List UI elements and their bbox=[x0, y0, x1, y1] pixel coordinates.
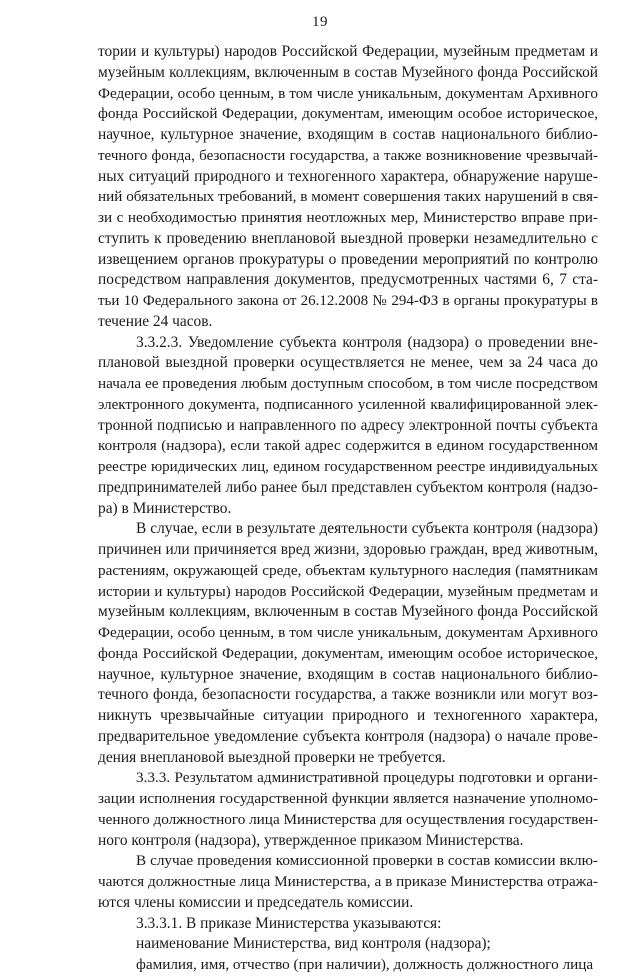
text-line: ются члены комиссии и председатель комиссии. bbox=[98, 893, 414, 911]
text-line: растениям, окружающей среде, объектам культурного наследия (памятникам bbox=[98, 561, 598, 579]
text-line: тьи 10 Федерального закона от 26.12.2008 № 294-ФЗ в органы прокуратуры в bbox=[98, 293, 598, 309]
text-line: научное, культурное значение, входящим в состав национального библио- bbox=[98, 665, 598, 683]
text-line: посредством направления документов, предусмотренных частями 6, 7 ста- bbox=[98, 271, 598, 289]
text-line: дения внеплановой выездной проверки не требуется. bbox=[98, 748, 446, 766]
page-number: 19 bbox=[312, 14, 328, 30]
text-line: течного фонда, безопасности государства, а также возникновение чрезвычай- bbox=[98, 147, 598, 164]
text-line: предварительное уведомление субъекта контроля (надзора) о начале прове- bbox=[98, 727, 598, 745]
text-line: чаются должностные лица Министерства, а в приказе Министерства отража- bbox=[98, 873, 598, 890]
text-line: научное, культурное значение, входящим в состав национального библио- bbox=[98, 126, 598, 143]
text-line: фонда Российской Федерации, документам, имеющим особое историческое, bbox=[98, 105, 598, 123]
text-line: контроля (надзора), если такой адрес содержится в едином государственном bbox=[98, 437, 598, 455]
text-line: Федерации, особо ценным, в том числе уникальным, документам Архивного bbox=[98, 624, 598, 641]
text-line: истории и культуры) народов Российской Федерации, музейным предметам и bbox=[98, 583, 598, 600]
text-line: извещением органов прокуратуры о проведении мероприятий по контролю bbox=[98, 250, 598, 268]
text-line: зи с необходимостью принятия неотложных мер, Министерство вправе при- bbox=[98, 209, 598, 226]
paragraph bbox=[98, 333, 598, 520]
text-line: наименование Министерства, вид контроля (надзора); bbox=[136, 935, 491, 953]
paragraph bbox=[98, 934, 598, 955]
text-line: музейным коллекциям, включенным в состав Музейного фонда Российской bbox=[98, 63, 598, 81]
text-line: Федерации, особо ценным, в том числе уникальным, документам Архивного bbox=[98, 84, 598, 102]
paragraph bbox=[98, 519, 598, 768]
text-line: ний обязательных требований, в момент совершения таких нарушений в свя- bbox=[98, 188, 598, 206]
text-line: никнуть чрезвычайные ситуации природного и техногенного характера, bbox=[98, 707, 598, 724]
text-line: музейным коллекциям, включенным в состав Музейного фонда Российской bbox=[98, 603, 598, 621]
text-line: зации исполнения государственной функции является назначение уполномо- bbox=[98, 790, 598, 807]
text-line: электронного документа, подписанного усиленной квалифицированной элек- bbox=[98, 396, 598, 413]
text-line: 3.3.3. Результатом административной процедуры подготовки и органи- bbox=[136, 769, 598, 787]
text-line: плановой выездной проверки осуществляется не менее, чем за 24 часа до bbox=[98, 354, 598, 372]
text-line: 3.3.3.1. В приказе Министерства указываются: bbox=[136, 914, 442, 932]
paragraph bbox=[98, 914, 598, 935]
text-line: причинен или причиняется вред жизни, здоровью граждан, вред животным, bbox=[98, 541, 598, 558]
text-line: реестре юридических лиц, едином государственном реестре индивидуальных bbox=[98, 459, 598, 475]
text-line: В случае проведения комиссионной проверки в состав комиссии вклю- bbox=[136, 852, 598, 870]
text-line: В случае, если в результате деятельности субъекта контроля (надзора) bbox=[136, 520, 598, 538]
text-line: ченного должностного лица Министерства для осуществления государствен- bbox=[98, 810, 599, 828]
paragraph bbox=[98, 955, 598, 976]
text-line: предпринимателей либо ранее был представлен субъектом контроля (надзо- bbox=[98, 478, 598, 496]
paragraph bbox=[98, 851, 598, 913]
text-line: ра) в Министерство. bbox=[98, 499, 232, 517]
document-body bbox=[98, 42, 598, 976]
paragraph bbox=[98, 42, 598, 333]
text-line: тории и культуры) народов Российской Федерации, музейным предметам и bbox=[98, 43, 598, 60]
text-line: фонда Российской Федерации, документам, имеющим особое историческое, bbox=[98, 644, 598, 662]
text-line: течного фонда, безопасности государства, а также возникли или могут воз- bbox=[98, 686, 598, 704]
text-line: начала ее проведения любым доступным способом, в том числе посредством bbox=[98, 375, 598, 392]
text-line: 3.3.2.3. Уведомление субъекта контроля (надзора) о проведении вне- bbox=[136, 333, 598, 351]
text-line: ного контроля (надзора), утвержденное приказом Министерства. bbox=[98, 831, 524, 849]
text-line: ступить к проведению внеплановой выездной проверки незамедлительно с bbox=[98, 229, 598, 247]
text-line: течение 24 часов. bbox=[98, 312, 213, 330]
text-line: тронной подписью и направленного по адресу электронной почты субъекта bbox=[98, 416, 598, 434]
text-line: ных ситуаций природного и техногенного характера, обнаружение наруше- bbox=[98, 167, 598, 185]
paragraph bbox=[98, 768, 598, 851]
text-line: фамилия, имя, отчество (при наличии), должность должностного лица bbox=[136, 956, 594, 973]
